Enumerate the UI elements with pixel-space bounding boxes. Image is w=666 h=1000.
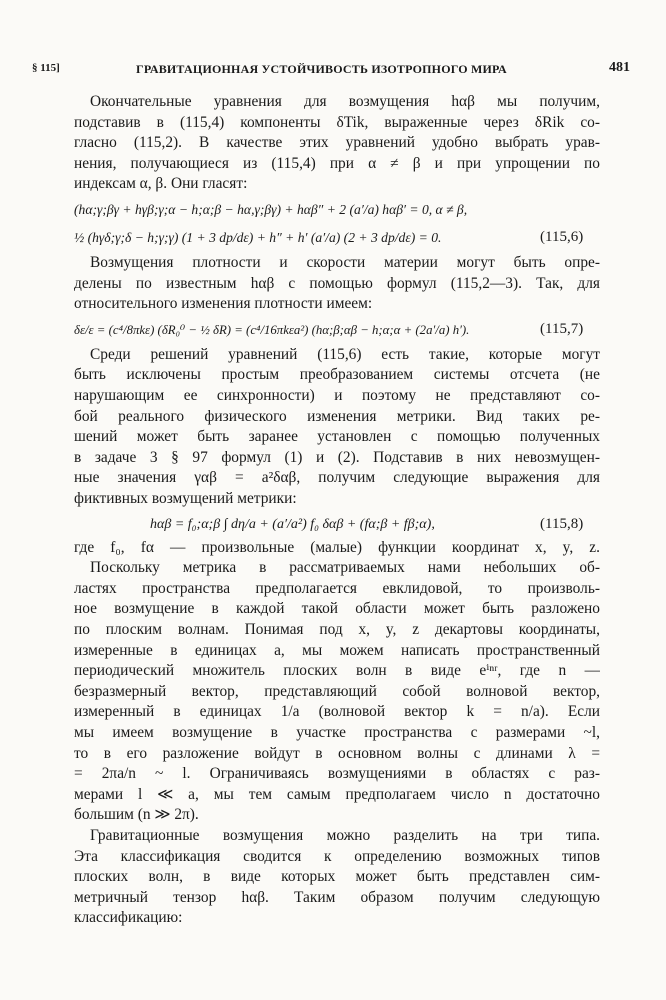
text-line: ные значения γαβ = a²δαβ, получим следующие выражения для — [74, 469, 600, 487]
text-line: где f₀, fα — произвольные (малые) функции координат x, y, z. — [74, 538, 600, 556]
text-line: безразмерный вектор, представляющий собой волновой вектор, — [74, 682, 600, 700]
text-line: мерами l ≪ a, мы тем самым предполагаем число n достаточно — [74, 785, 600, 803]
equation-115-6-line2: ½ (hγδ;γ;δ − h;γ;γ) (1 + 3 dp/dε) + h″ + h′ (a′/a) (2 + 3 dp/dε) = 0. — [74, 230, 442, 245]
text-line: Поскольку метрика в рассматриваемых нами небольших об- — [90, 559, 600, 577]
text-line: измеренный в единицах 1/a (волновой вектор k = n/a). Если — [74, 703, 600, 721]
text-line: плоских волн, в виде которых может быть представлен сим- — [74, 868, 600, 886]
text-line: подставив в (115,4) компоненты δTik, выраженные через δRik со- — [74, 113, 600, 131]
text-line: бой реального физического изменения метрики. Вид таких ре- — [74, 407, 600, 425]
equation-115-6-line1: (hα;γ;βγ + hγβ;γ;α − h;α;β − hα,γ;βγ) + hαβ″ + 2 (a′/a) hαβ′ = 0, α ≠ β, — [74, 202, 468, 217]
text-line: метричный тензор hαβ. Таким образом получим следующую — [74, 888, 600, 906]
text-line: периодический множитель плоских волн в виде eⁱⁿʳ, где n — — [74, 662, 600, 680]
text-line: большим (n ≫ 2π). — [74, 806, 199, 824]
text-line: то в его разложение войдут в основном волны с длинами λ = — [74, 744, 600, 762]
page-number: 481 — [609, 60, 630, 75]
text-line: Окончательные уравнения для возмущения hαβ мы получим, — [90, 93, 600, 110]
text-line: = 2πa/n ~ l. Ограничиваясь возмущениями в областях с раз- — [74, 765, 600, 783]
text-line: по плоским волнам. Понимая под x, y, z декартовы координаты, — [74, 621, 600, 638]
section-marker: § 115] — [32, 62, 60, 74]
text-line: в задаче 3 § 97 формул (1) и (2). Подставив в них невозмущен- — [74, 448, 600, 466]
text-line: Среди решений уравнений (115,6) есть такие, которые могут — [90, 345, 600, 363]
text-line: Возмущения плотности и скорости материи могут быть опре- — [90, 254, 600, 271]
text-line: измеренные в единицах a, мы можем написать пространственный — [74, 641, 600, 659]
text-line: нения, получающиеся из (115,4) при α ≠ β и при упрощении по — [74, 154, 600, 172]
equation-number: (115,8) — [540, 515, 584, 532]
text-line: нарушающим ее синхронности) и поэтому не представляют со- — [74, 387, 600, 404]
text-line: делены по известным hαβ с помощью формул (115,2—3). Так, для — [74, 274, 600, 292]
equation-115-8: hαβ = f₀;α;β ∫ dη/a + (a′/a²) f₀ δαβ + (fα;β + fβ;α), — [150, 516, 435, 532]
equation-115-7: δε/ε = (c⁴/8πkε) (δR₀⁰ − ½ δR) = (c⁴/16πkεa²) (hα;β;αβ − h;α;α + (2a′/a) h′). — [74, 322, 470, 337]
text-line: шений может быть заранее установлен с помощью полученных — [74, 428, 600, 446]
equation-number: (115,7) — [540, 320, 584, 337]
text-line: ластях пространства предполагается евклидовой, то произволь- — [74, 579, 600, 597]
running-title: ГРАВИТАЦИОННАЯ УСТОЙЧИВОСТЬ ИЗОТРОПНОГО МИРА — [136, 62, 507, 76]
text-line: ное возмущение в каждой такой области может быть разложено — [74, 600, 600, 618]
text-line: мы имеем возмущение в участке пространства с размерами ~l, — [74, 724, 600, 741]
equation-number: (115,6) — [540, 229, 584, 245]
text-line: индексам α, β. Они гласят: — [74, 175, 248, 193]
text-line: быть исключены простым преобразованием системы отсчета (не — [74, 366, 600, 384]
text-line: Эта классификация сводится к определению возможных типов — [74, 847, 600, 865]
text-line: Гравитационные возмущения можно разделить на три типа. — [90, 827, 600, 844]
text-line: относительного изменения плотности имеем: — [74, 295, 373, 313]
running-header — [32, 60, 630, 80]
text-line: гласно (115,2). В качестве этих уравнений удобно выбрать урав- — [74, 134, 600, 152]
text-line: классификацию: — [74, 909, 183, 927]
text-line: фиктивных возмущений метрики: — [74, 490, 297, 507]
